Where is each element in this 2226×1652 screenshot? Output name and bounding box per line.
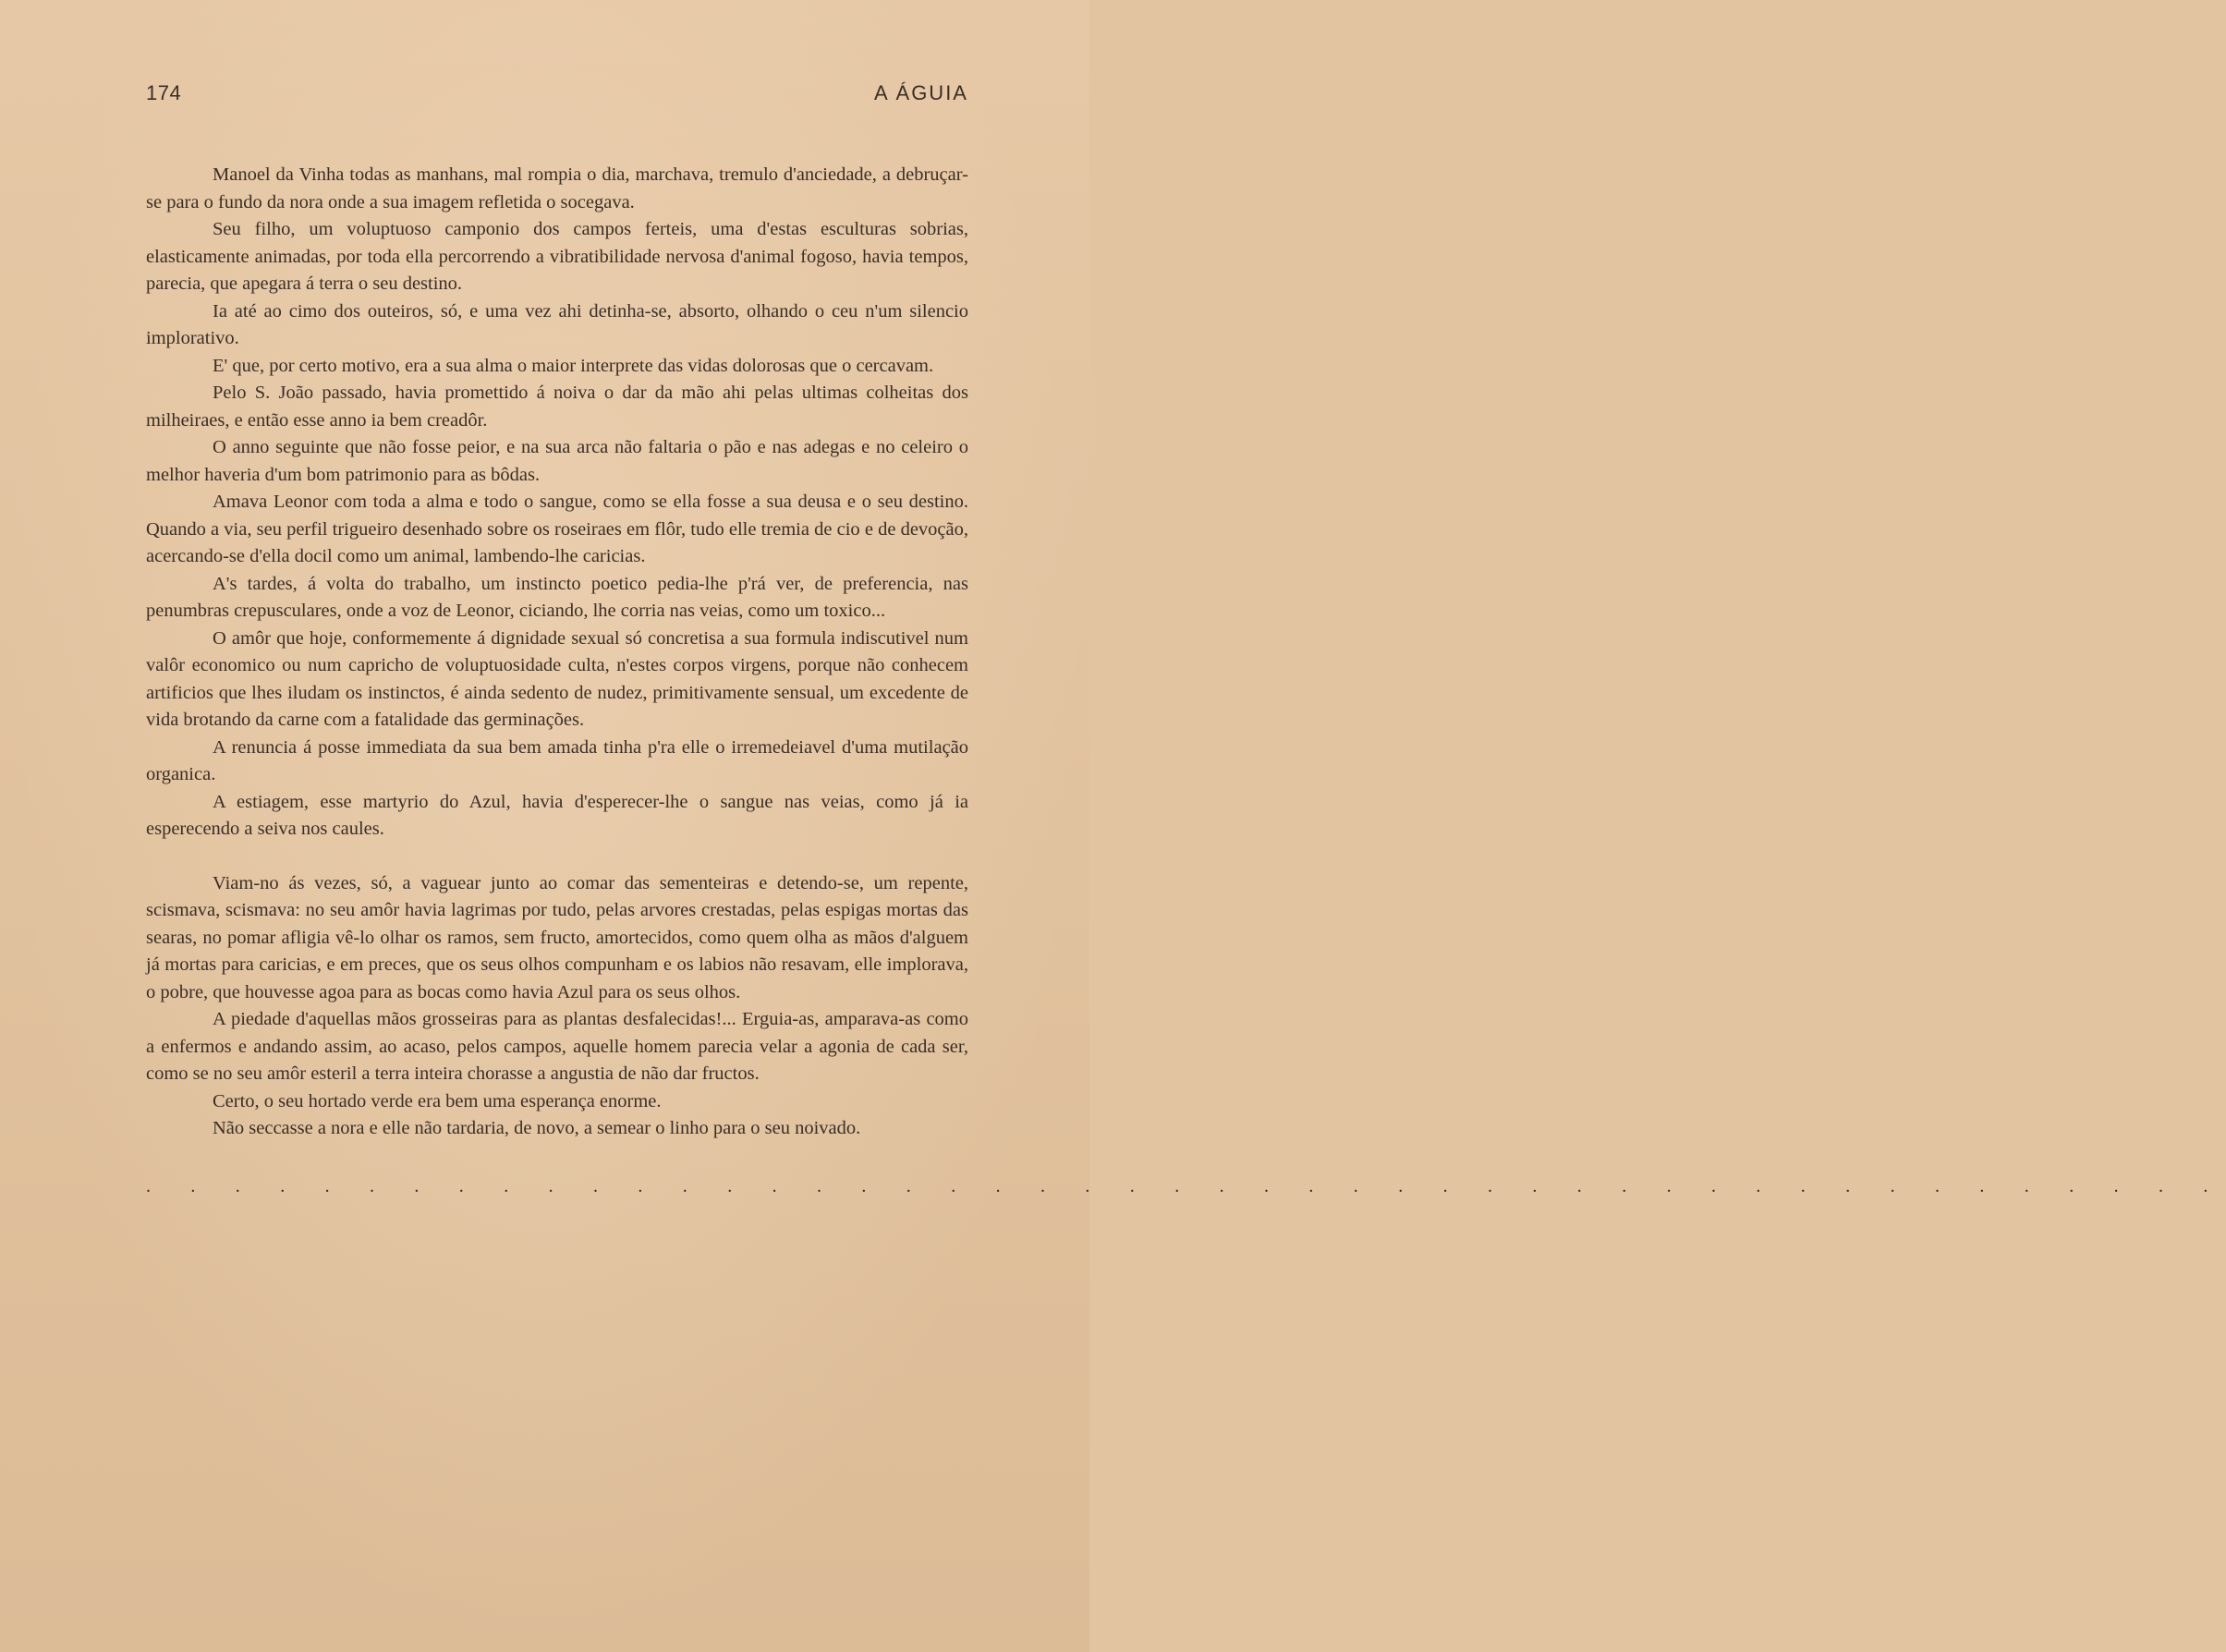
paragraph: Não seccasse a nora e elle não tardaria, de novo, a semear o linho para o seu noivado.	[213, 1118, 861, 1138]
paragraph: Amava Leonor com toda a alma e todo o sangue, como se ella fosse a sua deusa e o seu destino. Quando a via, seu perfil trigueiro desenhado sobre os roseiraes em flôr, tudo elle tremia de cio e de devoção, acercando-se d'ella docil como um animal, lambendo-lhe caricias.	[146, 492, 968, 566]
paragraph: Seu filho, um voluptuoso camponio dos campos ferteis, uma d'estas esculturas sobrias, elasticamente animadas, por toda ella percorrendo a vibratibilidade nervosa d'animal fogoso, havia tempos, parecia, que apegara á terra o seu destino.	[146, 219, 968, 294]
closing-dots: . . . . . . . . . . . . . . . . . . . . . . . . . . . . . . . . . . . . . . . . . . . . . . .	[146, 1175, 2226, 1196]
paragraph: Ia até ao cimo dos outeiros, só, e uma vez ahi detinha-se, absorto, olhando o ceu n'um silencio implorativo.	[146, 300, 968, 348]
section-break	[146, 844, 968, 870]
paragraph: O amôr que hoje, conformemente á dignidade sexual só concretisa a sua formula indiscutivel num valôr economico ou num capricho de voluptuosidade culta, n'estes corpos virgens, porque não conhecem artificios que lhes iludam os instinctos, é ainda sedento de nudez, primitivamente sensual, um excedente de vida brotando da carne com a fatalidade das germinações.	[146, 627, 968, 730]
page-header	[146, 81, 968, 118]
paragraph: Pelo S. João passado, havia promettido á noiva o dar da mão ahi pelas ultimas colheitas dos milheiraes, e então esse anno ia bem creadôr.	[146, 383, 968, 431]
paragraph: Manoel da Vinha todas as manhans, mal rompia o dia, marchava, tremulo d'anciedade, a debruçar-se para o fundo da nora onde a sua imagem refletida o socegava.	[146, 164, 968, 213]
paragraph: Viam-no ás vezes, só, a vaguear junto ao comar das sementeiras e detendo-se, um repente, scismava, scismava: no seu amôr havia lagrimas por tudo, pelas arvores crestadas, pelas espigas mortas das searas, no pomar afligia vê-lo olhar os ramos, sem fructo, amortecidos, como quem olha as mãos d'alguem já mortas para caricias, e em preces, que os seus olhos compunham e os labios não resavam, elle implorava, o pobre, que houvesse agoa para as bocas como havia Azul para os seus olhos.	[146, 872, 968, 1002]
paragraph: E' que, por certo motivo, era a sua alma o maior interprete das vidas dolorosas que o cercavam.	[213, 355, 934, 376]
paragraph: A's tardes, á volta do trabalho, um instincto poetico pedia-lhe p'rá ver, de preferencia, nas penumbras crepusculares, onde a voz de Leonor, ciciando, lhe corria nas veias, como um toxico...	[146, 573, 968, 621]
paragraph: A estiagem, esse martyrio do Azul, havia d'esperecer-lhe o sangue nas veias, como já ia esperecendo a seiva nos caules.	[146, 791, 968, 839]
page-number: 174	[146, 81, 182, 104]
paragraph: A renuncia á posse immediata da sua bem amada tinha p'ra elle o irremedeiavel d'uma mutilação organica.	[146, 736, 968, 784]
paragraph: A piedade d'aquellas mãos grosseiras para as plantas desfalecidas!... Erguia-as, amparava-as como a enfermos e andando assim, ao acaso, pelos campos, aquelle homem parecia velar a agonia de cada ser, como se no seu amôr esteril a terra inteira chorasse a angustia de não dar fructos.	[146, 1009, 968, 1084]
running-title: A ÁGUIA	[873, 81, 968, 104]
paragraph: Certo, o seu hortado verde era bem uma esperança enorme.	[213, 1090, 662, 1111]
body-text	[146, 162, 2226, 1197]
paragraph: O anno seguinte que não fosse peior, e na sua arca não faltaria o pão e nas adegas e no celeiro o melhor haveria d'um bom patrimonio para as bôdas.	[146, 437, 968, 485]
